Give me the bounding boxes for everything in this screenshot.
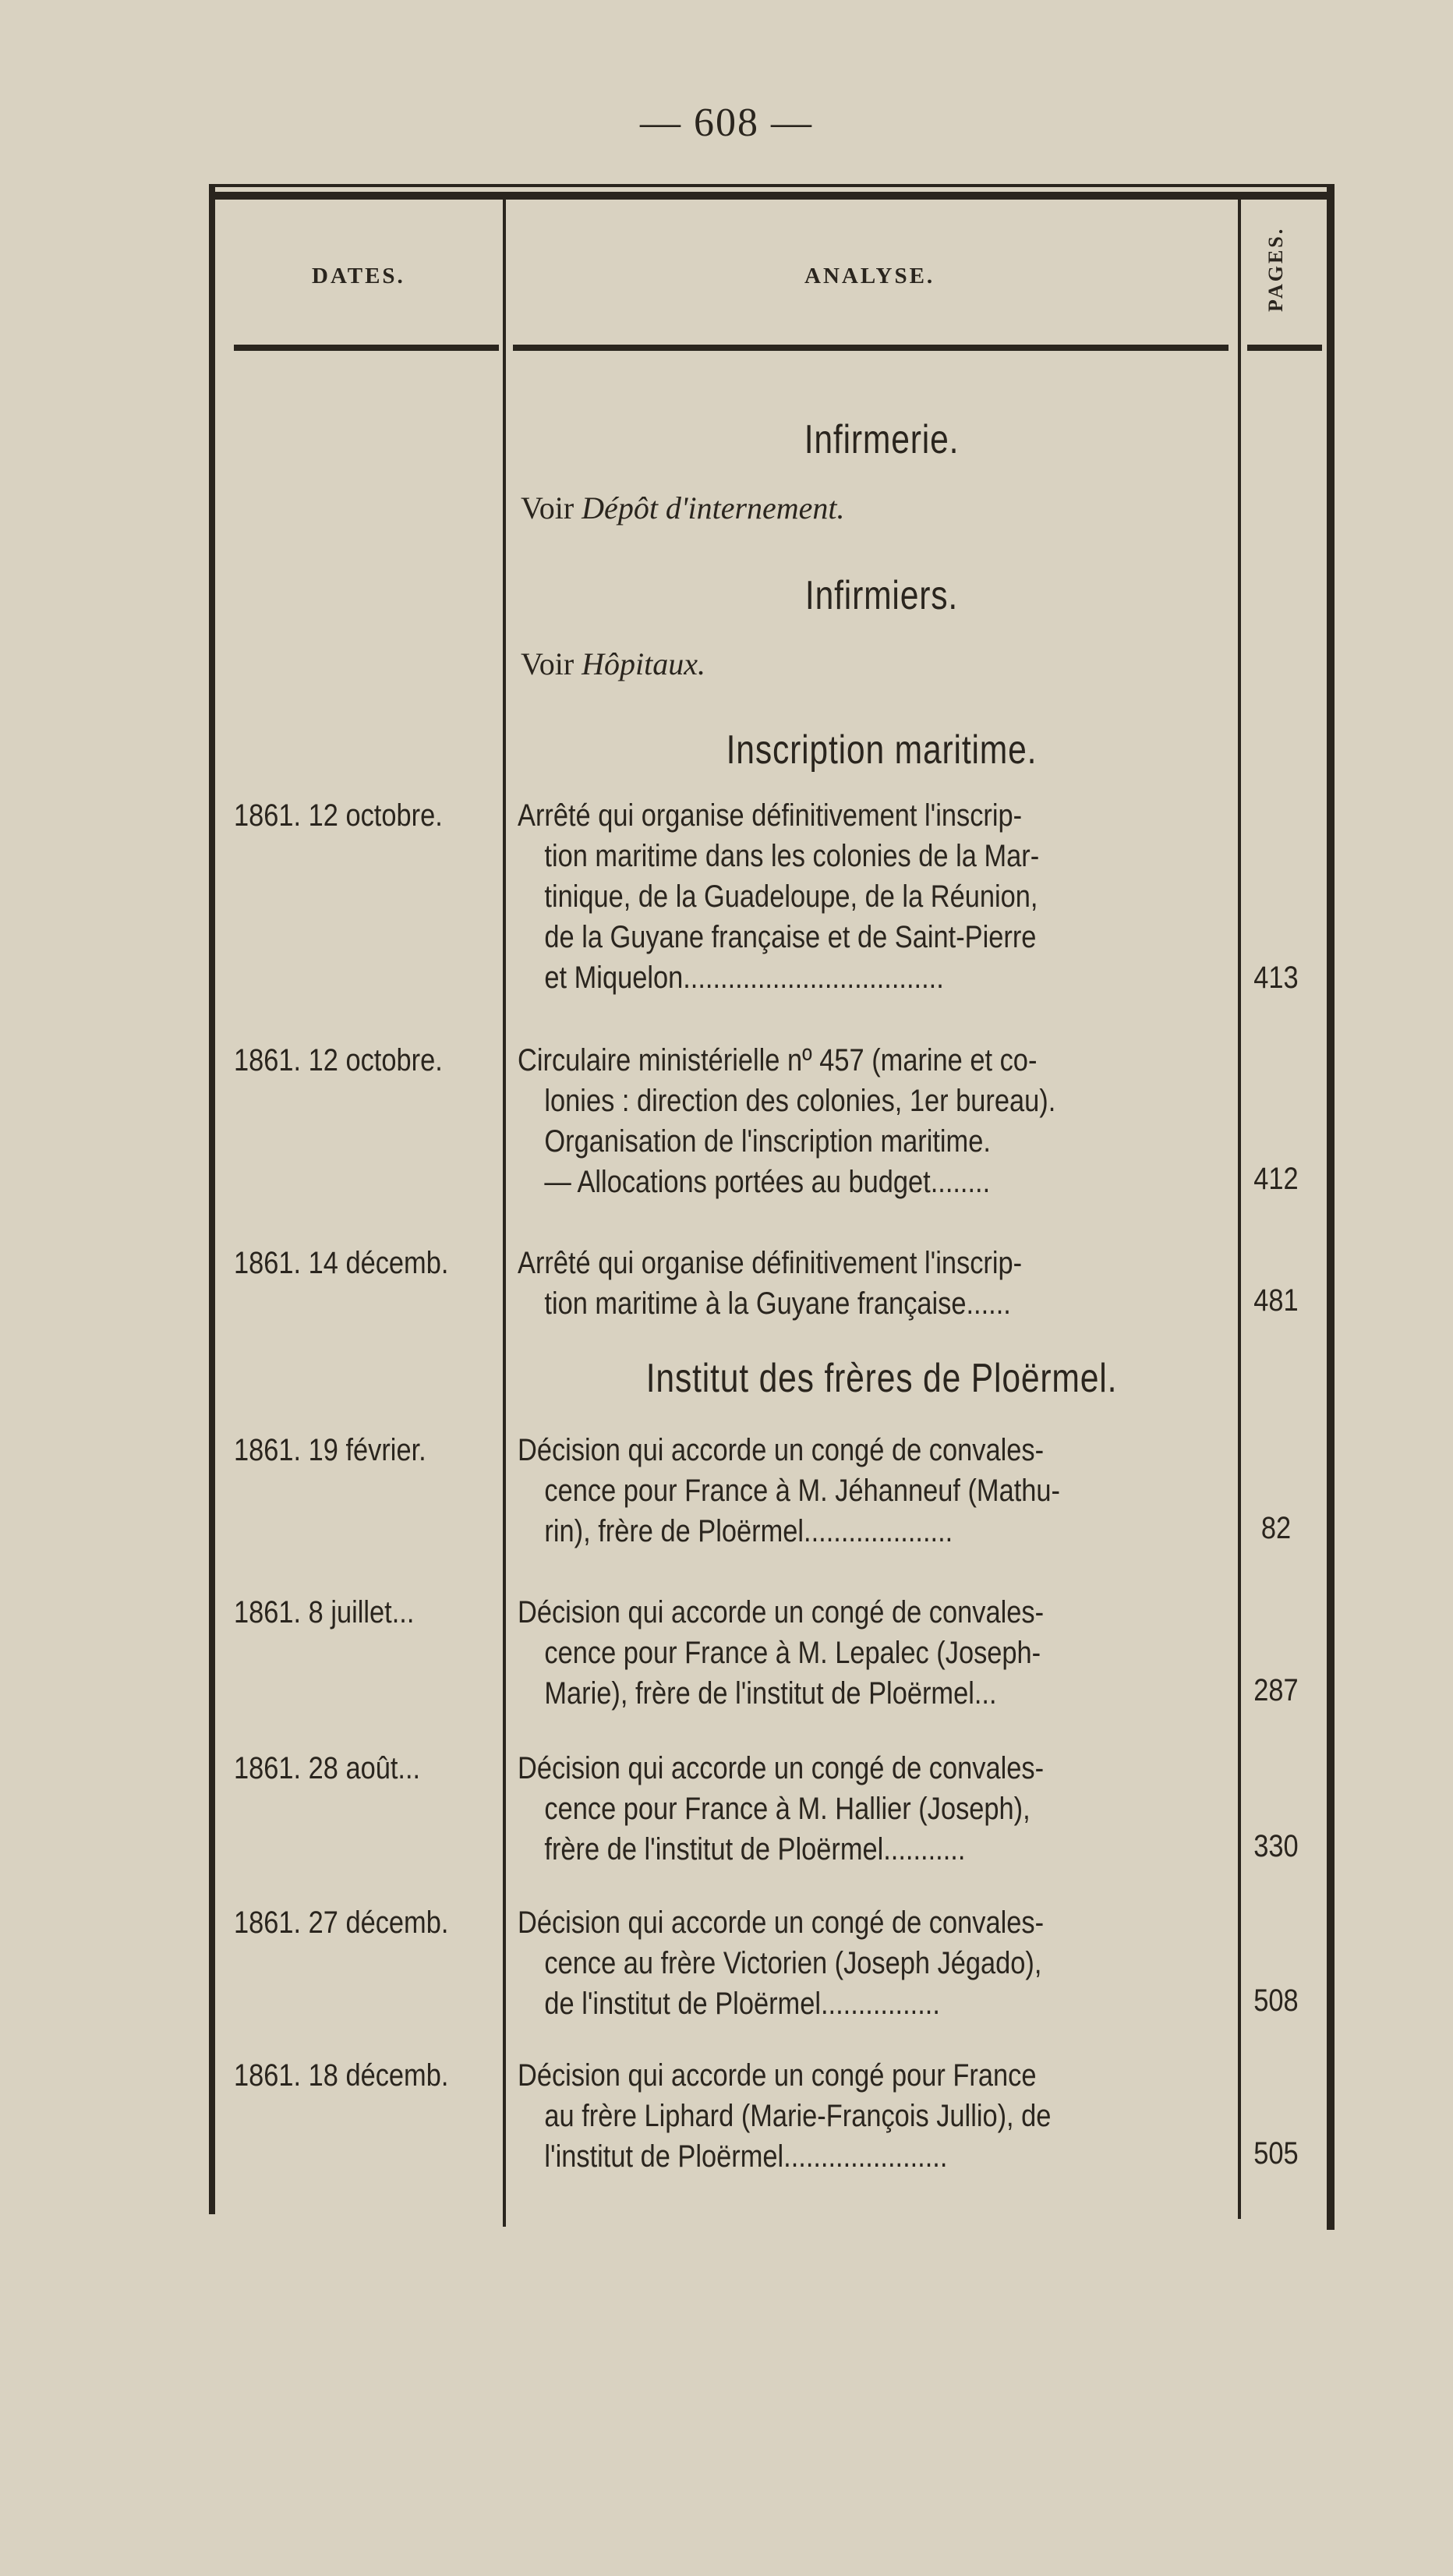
column-divider-dates	[503, 200, 506, 2227]
entry-line: rin), frère de Ploërmel....................	[544, 1514, 953, 1548]
section-title-infirmerie: Infirmerie.	[804, 417, 960, 462]
entry-page: 287	[1253, 1673, 1299, 1707]
entry-date: 1861. 19 février.	[234, 1433, 426, 1467]
section-title-institut-ploermel: Institut des frères de Ploërmel.	[645, 1356, 1118, 1401]
header-underline-analyse	[513, 345, 1229, 351]
entry-line: Organisation de l'inscription maritime.	[544, 1124, 991, 1159]
entry-page: 508	[1253, 1983, 1299, 2018]
entry-line: et Miquelon...................................	[544, 961, 944, 995]
entry-date: 1861. 28 août...	[234, 1751, 421, 1785]
entry-page: 481	[1253, 1283, 1299, 1318]
entry-line: Décision qui accorde un congé de convales-	[518, 1905, 1045, 1940]
entry-text	[518, 1902, 1219, 2024]
section-title-inscription-maritime: Inscription maritime.	[726, 727, 1038, 773]
entry-date: 1861. 27 décemb.	[234, 1905, 449, 1940]
entry-line: Arrêté qui organise définitivement l'inscrip-	[518, 798, 1023, 833]
entry-line: frère de l'institut de Ploërmel...........	[544, 1832, 966, 1867]
header-analyse: ANALYSE.	[804, 264, 935, 288]
entry-text	[518, 2055, 1219, 2177]
entry-date: 1861. 12 octobre.	[234, 1043, 443, 1077]
entry-line: tinique, de la Guadeloupe, de la Réunion,	[544, 879, 1038, 914]
see-also-label: Voir	[521, 490, 574, 525]
entry-text	[518, 1430, 1219, 1552]
top-rule-thick	[209, 192, 1335, 200]
header-underline-dates	[234, 345, 499, 351]
entry-date: 1861. 14 décemb.	[234, 1246, 449, 1280]
entry-line: Décision qui accorde un congé de convales-	[518, 1433, 1045, 1467]
header-dates: DATES.	[312, 264, 405, 288]
see-also-infirmerie	[521, 490, 845, 526]
see-also-ref: Dépôt d'internement.	[582, 490, 845, 525]
entry-line: de la Guyane française et de Saint-Pierre	[544, 920, 1037, 954]
frame-right-border	[1327, 187, 1335, 2230]
entry-page: 82	[1260, 1511, 1292, 1545]
entry-page: 412	[1253, 1162, 1299, 1196]
entry-line: au frère Liphard (Marie-François Jullio), de	[544, 2099, 1052, 2133]
entry-line: Marie), frère de l'institut de Ploërmel...	[544, 1676, 997, 1711]
header-pages: PAGES.	[1264, 226, 1287, 312]
page-number: — 608 —	[640, 101, 813, 145]
entry-line: tion maritime à la Guyane française......	[544, 1286, 1011, 1321]
see-also-infirmiers	[521, 646, 705, 682]
top-rule-thin	[209, 184, 1335, 187]
header-underline-pages	[1247, 345, 1322, 351]
column-divider-analyse	[1238, 200, 1241, 2219]
entry-line: Décision qui accorde un congé de convales-	[518, 1595, 1045, 1629]
entry-text	[518, 1243, 1219, 1324]
entry-text	[518, 1040, 1219, 1202]
entry-date: 1861. 18 décemb.	[234, 2058, 449, 2093]
entry-text	[518, 1748, 1219, 1870]
entry-line: l'institut de Ploërmel......................	[544, 2139, 948, 2174]
entry-page: 330	[1253, 1829, 1299, 1863]
entry-line: Circulaire ministérielle nº 457 (marine et co-	[518, 1043, 1038, 1077]
see-also-ref: Hôpitaux.	[582, 646, 706, 681]
entry-line: cence pour France à M. Hallier (Joseph),	[544, 1792, 1031, 1826]
entry-line: Arrêté qui organise définitivement l'inscrip-	[518, 1246, 1023, 1280]
entry-date: 1861. 12 octobre.	[234, 798, 443, 833]
entry-line: — Allocations portées au budget........	[544, 1165, 991, 1199]
frame-left-border	[209, 187, 215, 2214]
entry-text	[518, 795, 1219, 998]
entry-line: cence pour France à M. Jéhanneuf (Mathu-	[544, 1474, 1060, 1508]
entry-page: 413	[1253, 961, 1299, 995]
entry-line: de l'institut de Ploërmel................	[544, 1987, 940, 2021]
section-title-infirmiers: Infirmiers.	[804, 573, 959, 618]
entry-page: 505	[1253, 2136, 1299, 2171]
see-also-label: Voir	[521, 646, 574, 681]
entry-line: tion maritime dans les colonies de la Mar-	[544, 839, 1040, 873]
entry-line: cence au frère Victorien (Joseph Jégado),	[544, 1946, 1042, 1980]
entry-line: Décision qui accorde un congé de convales-	[518, 1751, 1045, 1785]
entry-date: 1861. 8 juillet...	[234, 1595, 415, 1629]
entry-line: cence pour France à M. Lepalec (Joseph-	[544, 1636, 1041, 1670]
entry-line: lonies : direction des colonies, 1er bureau).	[544, 1084, 1056, 1118]
entry-line: Décision qui accorde un congé pour France	[518, 2058, 1037, 2093]
entry-text	[518, 1592, 1219, 1714]
